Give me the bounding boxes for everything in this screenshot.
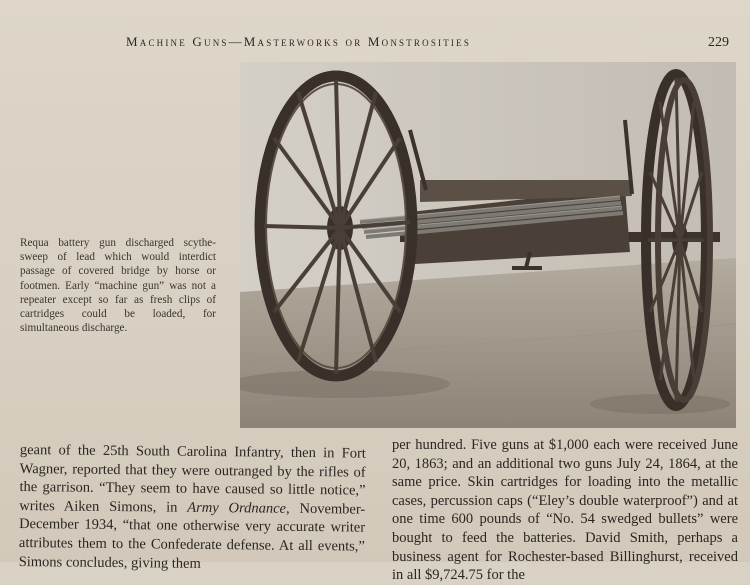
- body-column-left: [19, 441, 366, 575]
- left-text-part-2: , November-December 1934, “that one otherwise very accurate writer attributes them to the Confederate defense. At all events,” Simons concludes, giving them: [18, 500, 366, 572]
- caption-text: Requa battery gun discharged scythe-sweep of lead which would interdict passage of covered bridge by horse or footmen. Early “machine gun” was not a repeater except so far as fresh clips of cartridges could be loaded, for simultaneous discharge.: [20, 237, 216, 335]
- requa-battery-gun-photo: [240, 62, 736, 428]
- page-number: 229: [708, 35, 729, 50]
- body-paragraph-left: [19, 441, 366, 575]
- figure-caption: [20, 236, 216, 335]
- body-paragraph-right: per hundred. Five guns at $1,000 each were received June 20, 1863; and an additional two guns July 24, 1864, at the same price. Skin cartridges for loading into the metallic cases, percussion caps (“Eley’s double waterproof”) and at one time 600 pounds of “No. 54 swedged bullets” were bought to feed the batteries. David Smith, perhaps a business agent for Rochester-based Billinghurst, received in all $9,724.75 for the: [392, 437, 738, 584]
- left-text-italic-title: Army Ordnance: [187, 499, 287, 517]
- gun-carriage-illustration: [240, 62, 736, 428]
- running-header: Machine Guns—Masterworks or Monstrosities: [126, 34, 472, 49]
- left-text-part-1: geant of the 25th South Carolina Infantry, then in Fort Wagner, reported that they were outranged by the rifles of the garrison. “They seem to have caused so little notice,” writes Aiken Simons, in: [19, 441, 366, 516]
- body-column-right: [392, 436, 738, 585]
- right-wheel: [646, 74, 710, 406]
